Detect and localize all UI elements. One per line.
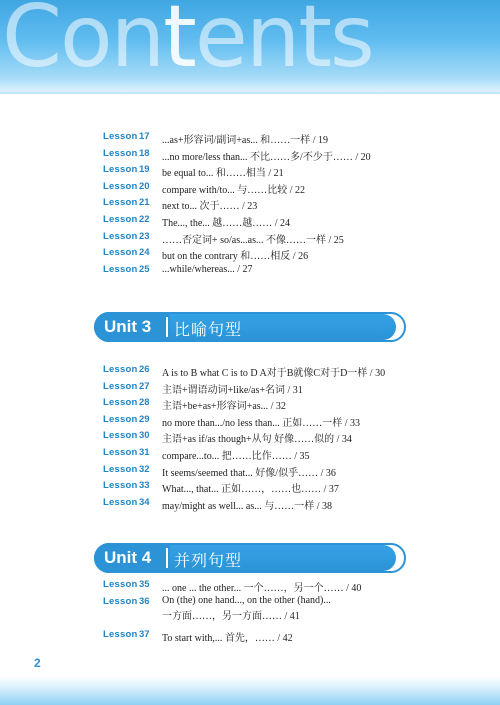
- lesson-number: 31: [139, 446, 150, 458]
- lesson-label: Lesson: [103, 430, 138, 442]
- lesson-number: 32: [139, 463, 150, 475]
- lesson-title: 主语+be+as+形容词+as... / 32: [162, 401, 286, 413]
- lesson-list-unit-4: [0, 579, 500, 645]
- lesson-row-18[interactable]: [0, 148, 500, 165]
- lesson-row-19[interactable]: [0, 164, 500, 181]
- lesson-number: 21: [139, 197, 150, 209]
- lesson-label: Lesson: [103, 446, 138, 458]
- lesson-number: 36: [139, 595, 150, 607]
- lesson-row-33[interactable]: [0, 480, 500, 497]
- lesson-label: Lesson: [103, 147, 138, 159]
- lesson-row-21[interactable]: [0, 197, 500, 214]
- lesson-label: Lesson: [103, 480, 138, 492]
- lesson-label: Lesson: [103, 180, 138, 192]
- lesson-number: 29: [139, 413, 150, 425]
- lesson-number: 20: [139, 180, 150, 192]
- lesson-title: To start with,... 首先，…… / 42: [162, 632, 293, 644]
- lesson-title-line-1: On (the) one hand..., on the other (hand)...: [162, 594, 331, 606]
- lesson-title: [162, 593, 387, 626]
- lesson-row-30[interactable]: [0, 430, 500, 447]
- lesson-title: ...as+形容词/副词+as... 和……一样 / 19: [162, 135, 328, 146]
- lesson-list-unit-2: [0, 131, 500, 280]
- lesson-number: 25: [139, 263, 150, 275]
- lesson-label: Lesson: [103, 263, 138, 275]
- lesson-label: Lesson: [103, 595, 138, 607]
- lesson-list-unit-3: [0, 364, 500, 513]
- contents-title: Contents: [2, 0, 373, 87]
- lesson-title: may/might as well... as... 与……一样 / 38: [162, 500, 332, 512]
- lesson-title: 主语+as if/as though+从句 好像……似的 / 34: [162, 434, 352, 446]
- lesson-title: next to... 次于…… / 23: [162, 201, 258, 213]
- lesson-number: 19: [139, 164, 150, 176]
- lesson-label: Lesson: [103, 463, 138, 475]
- lesson-label: Lesson: [103, 364, 138, 375]
- contents-header-band: [0, 0, 500, 92]
- footer-band: [0, 676, 500, 705]
- lesson-row-17[interactable]: [0, 131, 500, 148]
- lesson-label: Lesson: [103, 628, 138, 640]
- lesson-title: It seems/seemed that... 好像/似乎…… / 36: [162, 467, 336, 479]
- lesson-title: ...while/whereas... / 27: [162, 263, 253, 275]
- lesson-label: Lesson: [103, 579, 138, 590]
- unit-label: Unit 3: [104, 317, 152, 336]
- unit-divider: [166, 317, 168, 337]
- lesson-title: no more than.../no less than... 正如……一样 / 33: [162, 417, 361, 429]
- unit-divider: [166, 548, 168, 568]
- lesson-number: 28: [139, 397, 150, 409]
- lesson-label: Lesson: [103, 496, 138, 508]
- lesson-label: Lesson: [103, 164, 138, 176]
- lesson-row-31[interactable]: [0, 447, 500, 464]
- lesson-number: 22: [139, 213, 150, 225]
- unit-title: 比喻句型: [174, 320, 243, 339]
- unit-4-banner[interactable]: [94, 543, 406, 573]
- lesson-number: 37: [139, 628, 150, 640]
- lesson-label: Lesson: [103, 213, 138, 225]
- lesson-title: be equal to... 和……相当 / 21: [162, 168, 284, 180]
- header-divider: [0, 92, 500, 94]
- unit-title: 并列句型: [174, 551, 243, 570]
- lesson-label: Lesson: [103, 413, 138, 425]
- lesson-number: 27: [139, 380, 150, 392]
- lesson-title: ... one ... the other... 一个……，另一个…… / 40: [162, 583, 362, 594]
- lesson-number: 24: [139, 247, 150, 259]
- lesson-title: compare with/to... 与……比较 / 22: [162, 184, 306, 196]
- lesson-title: A is to B what C is to D A对于B就像C对于D一样 / 30: [162, 368, 386, 379]
- lesson-title: but on the contrary 和……相反 / 26: [162, 251, 309, 263]
- lesson-row-36[interactable]: [0, 596, 500, 629]
- lesson-row-28[interactable]: [0, 397, 500, 414]
- lesson-number: 33: [139, 480, 150, 492]
- unit-3-banner[interactable]: [94, 312, 406, 342]
- lesson-title: 主语+谓语动词+like/as+名词 / 31: [162, 384, 303, 396]
- page-number: 2: [34, 656, 41, 670]
- lesson-title: compare...to... 把……比作…… / 35: [162, 450, 310, 462]
- lesson-row-20[interactable]: [0, 181, 500, 198]
- lesson-number: 35: [139, 579, 150, 590]
- lesson-row-25[interactable]: [0, 264, 500, 281]
- lesson-label: Lesson: [103, 230, 138, 242]
- lesson-number: 26: [139, 364, 150, 375]
- lesson-row-22[interactable]: [0, 214, 500, 231]
- unit-label: Unit 4: [104, 548, 152, 567]
- lesson-row-37[interactable]: [0, 629, 500, 646]
- lesson-row-34[interactable]: [0, 497, 500, 514]
- lesson-title-line-2: 一方面……，另一方面…… / 41: [162, 611, 300, 623]
- lesson-number: 17: [139, 131, 150, 142]
- lesson-label: Lesson: [103, 247, 138, 259]
- lesson-number: 34: [139, 496, 150, 508]
- lesson-row-24[interactable]: [0, 247, 500, 264]
- lesson-title: ……否定词+ so/as...as... 不像……一样 / 25: [162, 234, 344, 246]
- lesson-label: Lesson: [103, 197, 138, 209]
- lesson-number: 18: [139, 147, 150, 159]
- lesson-title: What..., that... 正如……，……也…… / 37: [162, 484, 339, 496]
- lesson-row-26[interactable]: [0, 364, 500, 381]
- lesson-label: Lesson: [103, 397, 138, 409]
- lesson-title: The..., the... 越……越…… / 24: [162, 217, 291, 229]
- lesson-number: 30: [139, 430, 150, 442]
- lesson-label: Lesson: [103, 380, 138, 392]
- lesson-row-23[interactable]: [0, 231, 500, 248]
- lesson-number: 23: [139, 230, 150, 242]
- lesson-row-29[interactable]: [0, 414, 500, 431]
- lesson-title: ...no more/less than... 不比……多/不少于…… / 20: [162, 151, 371, 163]
- lesson-row-32[interactable]: [0, 464, 500, 481]
- lesson-label: Lesson: [103, 131, 138, 142]
- lesson-row-27[interactable]: [0, 381, 500, 398]
